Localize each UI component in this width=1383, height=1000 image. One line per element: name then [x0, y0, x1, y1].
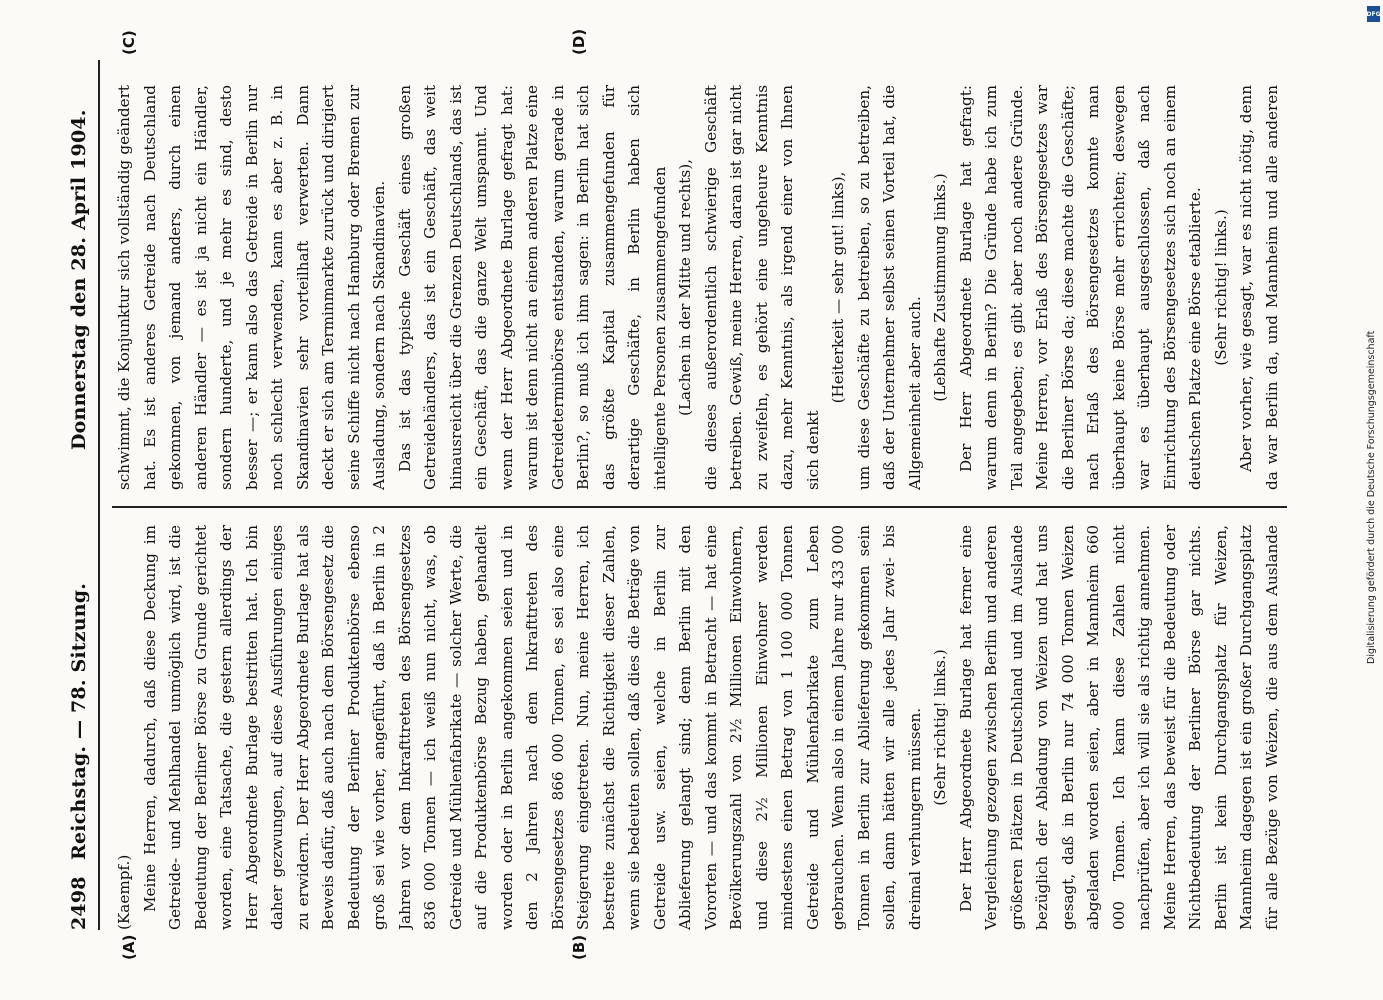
column-divider — [112, 506, 1287, 508]
interjection: (Heiterkeit — sehr gut! links), — [829, 171, 847, 404]
dfg-logo: DFG — [1367, 6, 1380, 22]
paragraph: um diese Geschäfte zu betreiben, so zu betreiben, daß der Unternehmer selbst seinen Vorteil hat, die Allgemeinheit aber auch. — [854, 85, 924, 490]
margin-marker-a: (A) — [120, 934, 138, 960]
header-rule — [98, 60, 100, 930]
page-number: 2498 — [68, 876, 90, 930]
interjection: (Sehr richtig! links.) — [1211, 209, 1230, 366]
page-header — [68, 60, 102, 930]
interjection: (Sehr richtig! links.) — [931, 649, 949, 806]
digitization-credit — [1366, 24, 1380, 664]
left-column — [112, 525, 1287, 930]
paragraph: schwimmt, die Konjunktur sich vollständig geändert hat. Es ist anderes Getreide nach Deutschland gekommen, von jemand anders, durch einen anderen Händler — es ist ja nicht ein Händler, sondern hunderte, und je mehr es sind, desto besser —; er kann also das Getreide in Berlin nur noch schlecht verwenden, kann es aber z. B. in Skandinavien sehr vorteilhaft verwerten. Dann deckt er sich am Terminmarkte zurück und dirigiert seine Schiffe nicht nach Hamburg oder Bremen zur Ausladung, sondern nach Skandinavien. — [115, 85, 388, 490]
margin-marker-c: (C) — [120, 30, 138, 55]
margin-marker-b: (B) — [570, 934, 588, 960]
interjection: (Lachen in der Mitte und rechts), — [676, 159, 694, 416]
paragraph: die dieses außerordentlich schwierige Geschäft betreiben. Gewiß, meine Herren, daran ist gar nicht zu zweifeln, es gehört eine ungeheure Kenntnis dazu, mehr Kenntnis, als irgend einer von Ihnen sich denkt — [701, 85, 822, 490]
paragraph: Der Herr Abgeordnete Burlage hat ferner eine Vergleichung gezogen zwischen Berlin und anderen größeren Plätzen in Deutschland und im Auslande bezüglich der Abladung von Weizen und hat uns gesagt, daß in Berlin nur 74 000 Tonnen Weizen abgeladen worden seien, aber in Mannheim 660 000 Tonnen. Ich kann diese Zahlen nicht nachprüfen, aber ich will sie als richtig annehmen. Meine Herren, das beweist für die Bedeutung oder Nichtbedeutung der Berliner Börse gar nichts. Berlin ist kein Durchgangsplatz für Weizen, Mannheim dagegen ist ein großer Durchgangsplatz für alle Bezüge von Weizen, die aus dem Auslande — [956, 525, 1281, 930]
margin-marker-d: (D) — [570, 28, 588, 55]
paragraph: Aber vorher, wie gesagt, war es nicht nötig, denn da war Berlin da, und Mannheim und alle anderen — [1237, 85, 1281, 490]
interjection: (Lebhafte Zustimmung links.) — [931, 173, 949, 402]
session-title: Reichstag. — 78. Sitzung. — [68, 582, 90, 860]
right-column — [112, 85, 1287, 490]
paragraph: Meine Herren, dadurch, daß diese Deckung im Getreide- und Mehlhandel unmöglich wird, ist die Bedeutung der Berliner Börse zu Grunde gerichtet worden, eine Tatsache, die gestern allerdings der Herr Abgeordnete Burlage bestritten hat. Ich bin daher gezwungen, auf diese Ausführungen einiges zu erwidern. Der Herr Abgeordnete Burlage hat als Beweis dafür, daß auch nach dem Börsengesetz die Bedeutung der Berliner Produktenbörse ebenso groß sei wie vorher, angeführt, daß in Berlin in 2 Jahren vor dem Inkrafttreten des Börsengesetzes 836 000 Tonnen — ich weiß nun nicht, was, ob Getreide und Mühlenfabrikate — solcher Werte, die auf die Produktenbörse Bezug haben, gehandelt worden oder in Berlin angekommen seien und in den 2 Jahren nach dem Inkrafttreten des Börsengesetzes 866 000 Tonnen, es sei also eine Steigerung eingetreten. Nun, meine Herren, ich bestreite zunächst die Richtigkeit dieser Zahlen, wenn sie bedeuten sollen, daß dies die Beträge von Getreide usw. seien, welche in Berlin zur Ablieferung gelangt sind; denn Berlin mit den Vororten — und das kommt in Betracht — hat eine Bevölkerungszahl von 2½ Millionen Einwohnern, und diese 2½ Millionen Einwohner werden mindestens einen Betrag von 1 100 000 Tonnen Getreide und Mühlenfabrikate zum Leben gebrauchen. Wenn also in einem Jahre nur 433 000 Tonnen in Berlin zur Ablieferung gekommen sein sollen, dann hätten wir alle jedes Jahr zwei- bis dreimal verhungern müssen. — [140, 525, 924, 930]
rotated-page — [60, 30, 1300, 960]
speaker-tag: (Kaempf.) — [115, 854, 133, 930]
paragraph: Der Herr Abgeordnete Burlage hat gefragt: warum denn in Berlin? Die Gründe habe ich zum Teil angegeben; es gibt aber noch andere Gründe. Meine Herren, vor Erlaß des Börsengesetzes war die Berliner Börse da; diese machte die Geschäfte; nach Erlaß des Börsengesetzes konnte man überhaupt keine Börse mehr errichten; deswegen war es überhaupt ausgeschlossen, daß nach Einrichtung des Börsengesetzes sich noch an einem deutschen Platze eine Börse etablierte. — [956, 85, 1204, 490]
session-date: Donnerstag den 28. April 1904. — [68, 109, 90, 450]
digitization-note: Digitalisierung gefördert durch die Deutsche Forschungsgemeinschaft — [1366, 330, 1377, 664]
paragraph: Das ist das typische Geschäft eines großen Getreidehändlers, das ist ein Geschäft, das weit hinausreicht über die Grenzen Deutschlands, das ist ein Geschäft, das die ganze Welt umspannt. Und wenn der Herr Abgeordnete Burlage gefragt hat: warum ist denn nicht an einem anderen Platze eine Getreideterminbörse entstanden, warum gerade in Berlin?, so muß ich ihm sagen: in Berlin hat sich das größte Kapital zusammengefunden für derartige Geschäfte, in Berlin haben sich intelligente Personen zusammengefunden — [395, 85, 669, 490]
